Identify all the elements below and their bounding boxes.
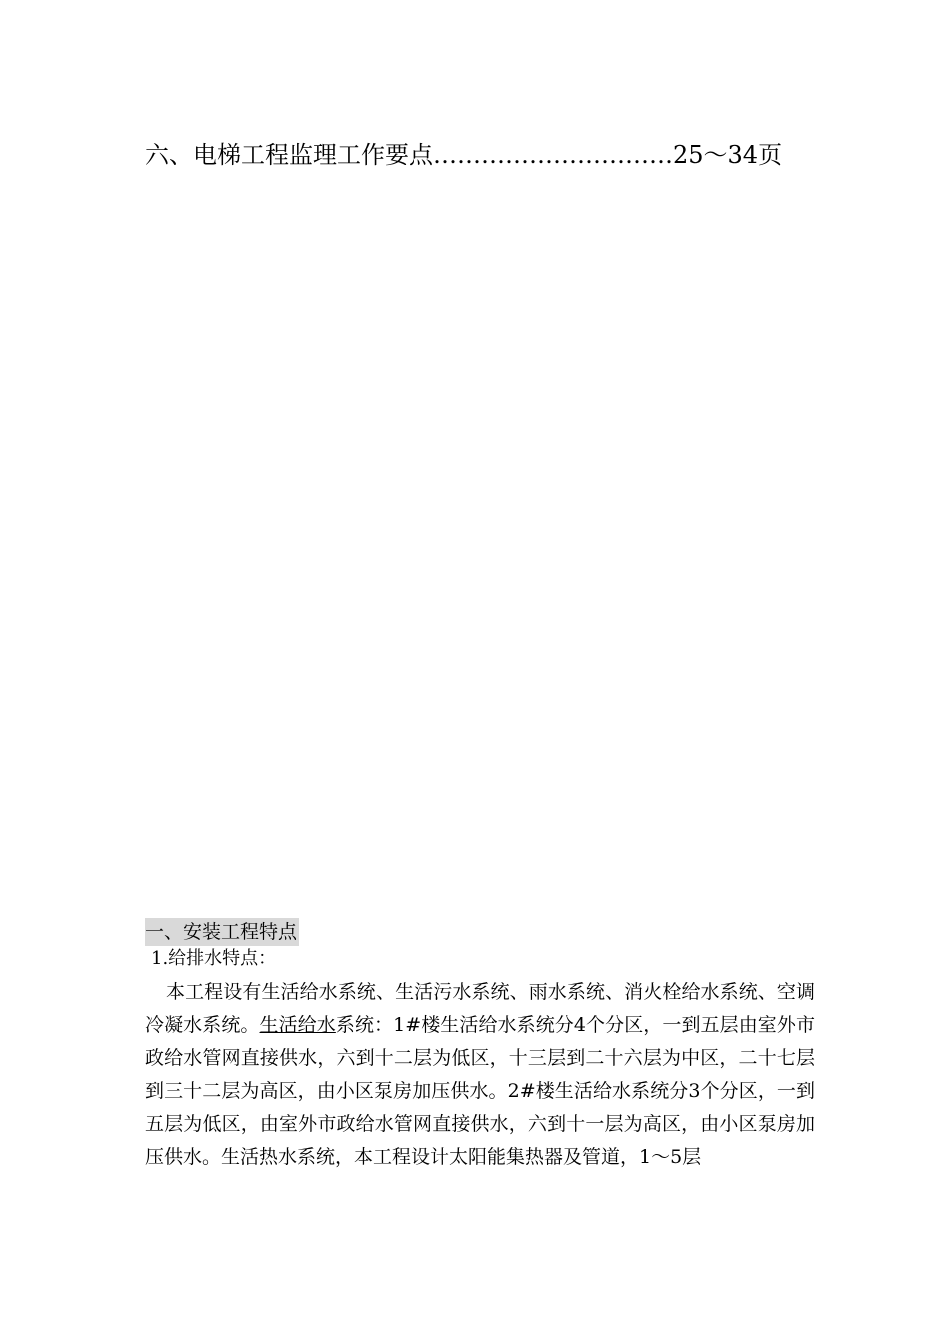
section-heading: 一、安装工程特点 bbox=[145, 918, 299, 946]
para-text-1: 本工程设有生活给水系统、生活污水系统、雨水系统、消火栓给水系统、空调冷凝水系统。 bbox=[145, 981, 815, 1036]
subheading-water-supply: 1.给排水特点： bbox=[151, 948, 277, 969]
toc-entry-elevator: 六、电梯工程监理工作要点…………………………25～34页 bbox=[145, 141, 783, 169]
installation-section bbox=[145, 918, 815, 1174]
para-text-2: 系统：1#楼生活给水系统分4个分区，一到五层由室外市政给水管网直接供水，六到十二层为低区，十三层到二十六层为中区，二十七层到三十二层为高区，由小区泵房加压供水。2#楼生活给水系统分3个分区，一到五层为低区，由室外市政给水管网直接供水，六到十一层为高区，由小区泵房加压供水。生活热水系统，本工程设计太阳能集热器及管道，1～5层 bbox=[145, 1014, 815, 1168]
underlined-term: 生活给水 bbox=[259, 1014, 336, 1036]
body-paragraph bbox=[145, 976, 815, 1174]
